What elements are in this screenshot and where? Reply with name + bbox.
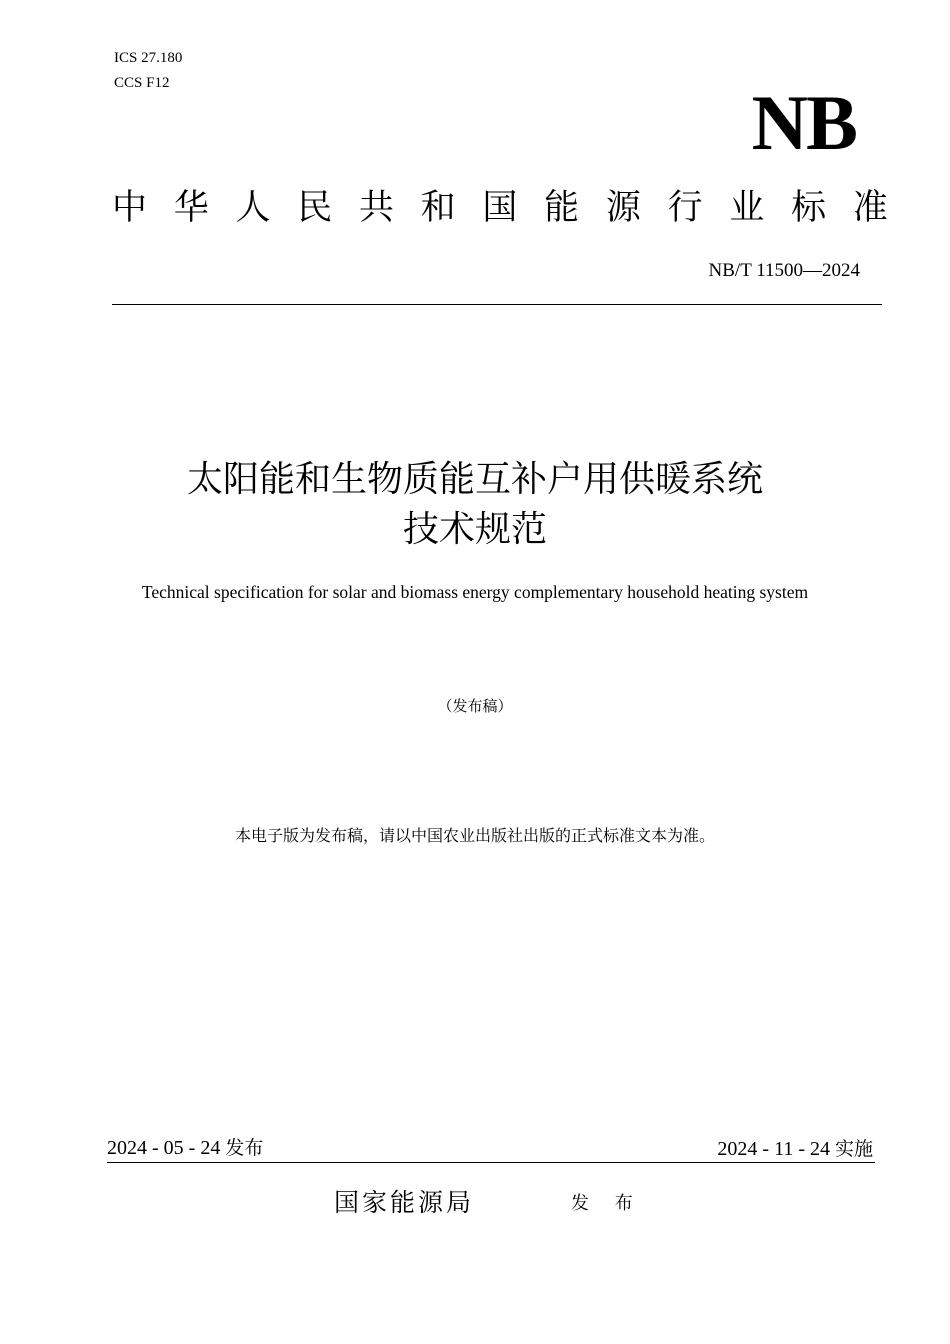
standard-category-char: 业 <box>729 188 765 228</box>
ics-code: ICS 27.180 <box>114 50 183 66</box>
title-cn-line2: 技术规范 <box>402 509 547 550</box>
title-en: Technical specification for solar and biomass energy complementary household heating system <box>141 582 809 602</box>
title-cn <box>0 455 950 555</box>
top-divider <box>112 304 882 305</box>
standard-category-char: 标 <box>791 188 827 228</box>
publish-date-value: 2024 - 05 - 24 <box>107 1137 221 1159</box>
standard-category-char: 中 <box>112 188 148 228</box>
standard-category-char: 和 <box>420 188 456 228</box>
title-cn-line1: 太阳能和生物质能互补户用供暖系统 <box>186 459 763 500</box>
publish-date <box>107 1134 263 1162</box>
bottom-divider <box>107 1162 875 1163</box>
standard-number: NB/T 11500—2024 <box>708 260 860 281</box>
implement-date-value: 2024 - 11 - 24 <box>717 1138 830 1160</box>
publish-date-label: 发布 <box>225 1137 264 1159</box>
nb-logo: NB <box>751 79 856 166</box>
standard-category-heading <box>112 184 888 232</box>
implement-date-label: 实施 <box>834 1138 873 1160</box>
standard-category-char: 华 <box>173 188 209 228</box>
standard-category-char: 能 <box>544 188 580 228</box>
issuer-name: 国家能源局 <box>334 1188 475 1217</box>
standard-category-char: 行 <box>667 188 703 228</box>
implement-date <box>717 1135 873 1163</box>
ccs-code: CCS F12 <box>114 75 170 91</box>
standard-category-char: 国 <box>482 188 518 228</box>
standard-category-char: 源 <box>605 188 641 228</box>
issue-verb: 发 布 <box>571 1193 643 1214</box>
notice-text: 本电子版为发布稿，请以中国农业出版社出版的正式标准文本为准。 <box>234 826 715 845</box>
standard-category-char: 人 <box>235 188 271 228</box>
draft-label: （发布稿） <box>437 697 513 715</box>
standard-category-char: 准 <box>852 188 888 228</box>
standard-category-char: 民 <box>297 188 333 228</box>
standard-category-char: 共 <box>358 188 394 228</box>
